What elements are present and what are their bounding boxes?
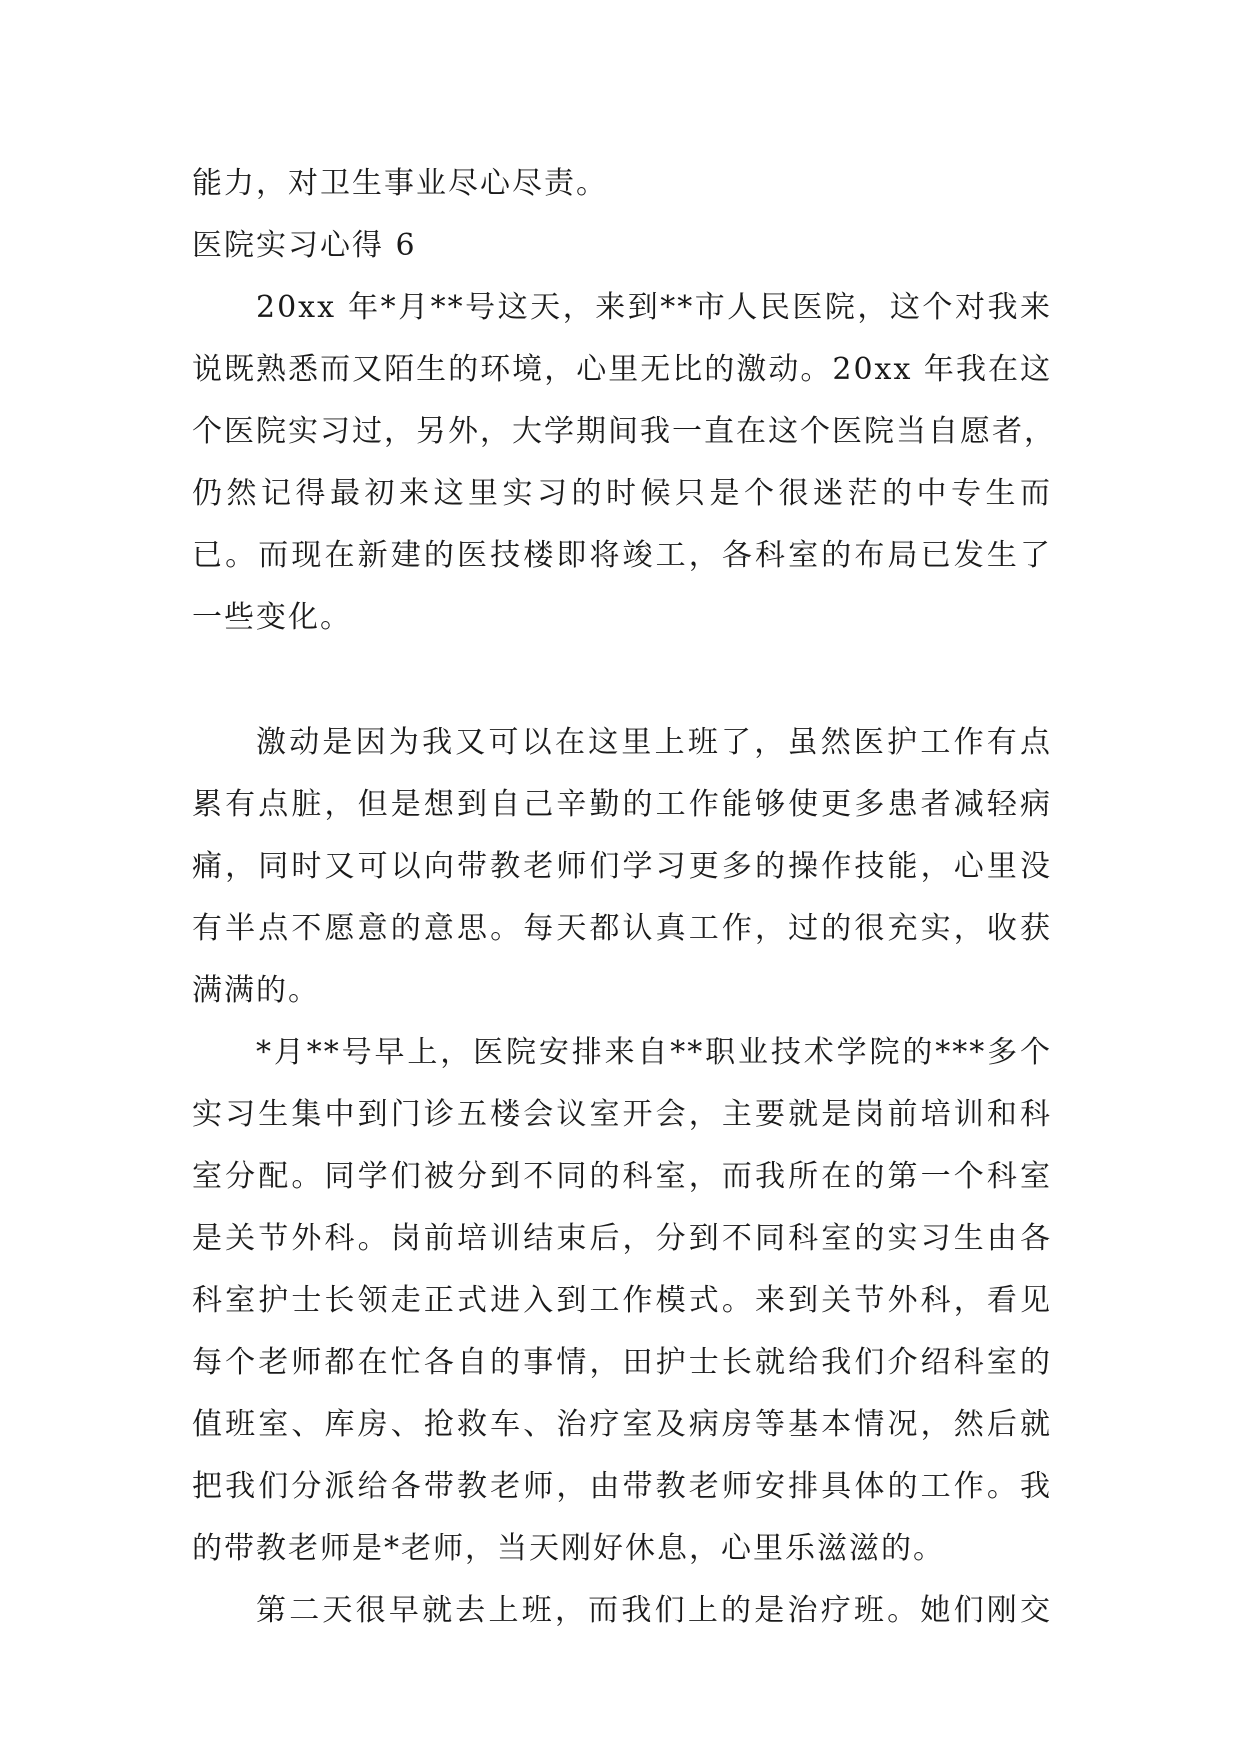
paragraph-line: 仍然记得最初来这里实习的时候只是个很迷茫的中专生而 [192,476,1052,511]
paragraph-line: 累有点脏，但是想到自己辛勤的工作能够使更多患者减轻病 [192,787,1052,822]
paragraph-line: 说既熟悉而又陌生的环境，心里无比的激动。20xx 年我在这 [192,352,1052,387]
paragraph-2 [192,719,1052,1029]
document-page [192,160,1056,1649]
paragraph-line: 的带教老师是*老师，当天刚好休息，心里乐滋滋的。 [192,1531,945,1566]
paragraph-line: 激动是因为我又可以在这里上班了，虽然医护工作有点 [256,725,1052,760]
paragraph-line: 20xx 年*月**号这天，来到**市人民医院，这个对我来 [256,290,1052,325]
paragraph-gap [192,656,1052,719]
paragraph-1 [192,284,1056,656]
paragraph-3 [192,1029,1052,1587]
top-fragment: 能力，对卫生事业尽心尽责。 [192,166,608,201]
section-title: 医院实习心得 6 [192,228,417,263]
paragraph-line: 已。而现在新建的医技楼即将竣工，各科室的布局已发生了 [192,538,1052,573]
paragraph-line: 痛，同时又可以向带教老师们学习更多的操作技能，心里没 [192,849,1052,884]
paragraph-line: 满满的。 [192,973,320,1008]
paragraph-line: 室分配。同学们被分到不同的科室，而我所在的第一个科室 [192,1159,1052,1194]
paragraph-line: 把我们分派给各带教老师，由带教老师安排具体的工作。我 [192,1469,1052,1504]
paragraph-4 [192,1587,1052,1649]
paragraph-line: 第二天很早就去上班，而我们上的是治疗班。她们刚交 [256,1593,1052,1628]
paragraph-line: 科室护士长领走正式进入到工作模式。来到关节外科，看见 [192,1283,1052,1318]
paragraph-line: 每个老师都在忙各自的事情，田护士长就给我们介绍科室的 [192,1345,1052,1380]
paragraph-line: 有半点不愿意的意思。每天都认真工作，过的很充实，收获 [192,911,1052,946]
paragraph-line: 一些变化。 [192,600,352,635]
paragraph-line: 是关节外科。岗前培训结束后，分到不同科室的实习生由各 [192,1221,1052,1256]
paragraph-line: 实习生集中到门诊五楼会议室开会，主要就是岗前培训和科 [192,1097,1052,1132]
paragraph-line: 个医院实习过，另外，大学期间我一直在这个医院当自愿者， [192,414,1056,449]
paragraph-line: *月**号早上，医院安排来自**职业技术学院的***多个 [256,1035,1052,1070]
paragraph-line: 值班室、库房、抢救车、治疗室及病房等基本情况，然后就 [192,1407,1052,1442]
